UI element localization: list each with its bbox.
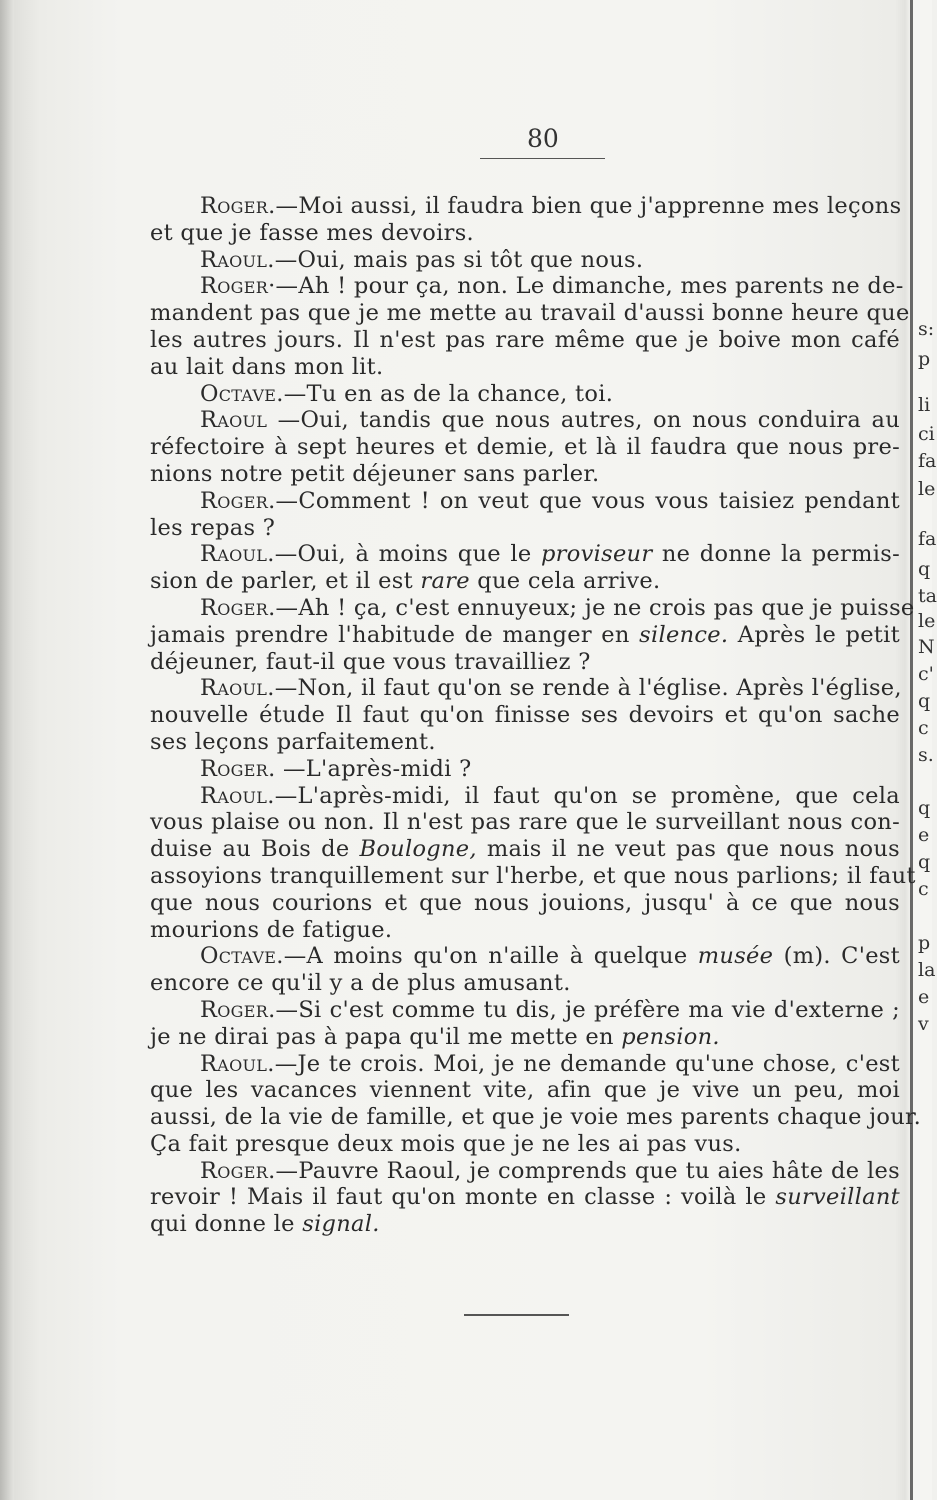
- text-line: [150, 970, 900, 997]
- line-text: —Non, il faut qu'on se rende à l'église. Après l'église,: [274, 675, 902, 702]
- text-line: [150, 675, 900, 702]
- line-text: —Pauvre Raoul, je comprends que tu aies hâte de les: [275, 1157, 900, 1184]
- text-line: [150, 300, 910, 327]
- line-text: Après le petit: [728, 621, 900, 648]
- text-line: [150, 1024, 900, 1051]
- text-line: [150, 434, 900, 461]
- line-text: aussi, de la vie de famille, et que je voie mes parents chaque jour.: [150, 1104, 922, 1131]
- line-text: duise au Bois de: [150, 836, 360, 863]
- line-text: les autres jours. Il n'est pas rare même que je boive mon café: [150, 326, 900, 353]
- line-text: —L'après-midi, il faut qu'on se promène, que cela: [274, 782, 900, 809]
- margin-letter: q: [918, 797, 931, 819]
- speaker-name: Raoul: [200, 407, 268, 434]
- speaker-name: Roger.: [200, 594, 276, 621]
- italic-word: surveillant: [775, 1184, 900, 1211]
- margin-letter: ci: [918, 423, 935, 445]
- margin-letter: p: [918, 932, 931, 954]
- text-line: [150, 622, 900, 649]
- margin-letter: fa: [918, 528, 937, 550]
- text-line: [150, 568, 900, 595]
- margin-letter: li: [918, 394, 931, 416]
- speaker-name: Octave.: [200, 380, 284, 407]
- text-line: [150, 702, 900, 729]
- line-text: —Si c'est comme tu dis, je préfère ma vie d'externe ;: [275, 996, 900, 1023]
- line-text: au lait dans mon lit.: [150, 353, 384, 380]
- text-line: [150, 193, 900, 220]
- margin-letter: c: [918, 878, 929, 900]
- line-text: que nous courions et que nous jouions, jusqu' à ce que nous: [150, 889, 900, 916]
- line-text: réfectoire à sept heures et demie, et là il faudra que nous pre-: [150, 434, 900, 461]
- text-line: [150, 1051, 900, 1078]
- speaker-name: Roger·: [200, 273, 276, 300]
- margin-letter: e: [918, 824, 930, 846]
- text-line: [150, 220, 900, 247]
- italic-word: proviseur: [540, 541, 653, 568]
- line-text: que cela arrive.: [469, 568, 661, 595]
- text-line: [150, 1104, 922, 1131]
- line-text: —Moi aussi, il faudra bien que j'apprenne mes leçons: [275, 193, 902, 219]
- line-text: —Comment ! on veut que vous vous taisiez pendant: [275, 487, 900, 514]
- text-line: [150, 836, 900, 863]
- line-text: —Oui, tandis que nous autres, on nous conduira au: [267, 407, 900, 434]
- margin-letter: fa: [918, 450, 937, 472]
- text-line: [150, 729, 900, 756]
- line-text: —Ah ! pour ça, non. Le dimanche, mes parents ne de-: [275, 273, 904, 300]
- margin-letter: s:: [918, 318, 935, 340]
- speaker-name: Raoul.: [200, 675, 275, 702]
- italic-word: rare: [420, 568, 470, 595]
- speaker-name: Raoul.: [200, 246, 275, 273]
- line-text: déjeuner, faut-il que vous travailliez ?: [150, 648, 591, 675]
- text-line: [150, 943, 900, 970]
- text-line: [150, 407, 900, 434]
- margin-letter: q: [918, 851, 931, 873]
- facing-page-margin: [918, 0, 937, 1500]
- text-line: [150, 1158, 900, 1185]
- text-line: [150, 917, 900, 944]
- line-text: ne donne la permis-: [652, 541, 900, 568]
- text-line: [150, 594, 915, 622]
- speaker-name: Roger.: [200, 996, 276, 1023]
- text-line: [150, 273, 904, 300]
- margin-letter: v: [918, 1013, 929, 1035]
- line-text: encore ce qu'il y a de plus amusant.: [150, 970, 571, 997]
- line-text: —Je te crois. Moi, je ne demande qu'une chose, c'est: [274, 1050, 900, 1077]
- text-line: [150, 997, 900, 1024]
- margin-letter: q: [918, 690, 931, 712]
- line-text: Ça fait presque deux mois que je ne les ai pas vus.: [150, 1130, 742, 1157]
- line-text: les repas ?: [150, 514, 276, 541]
- margin-letter: le: [918, 478, 936, 500]
- line-text: mais il ne veut pas que nous nous: [476, 836, 901, 863]
- text-line: [150, 381, 900, 408]
- italic-word: Boulogne,: [359, 836, 477, 863]
- text-line: [150, 809, 900, 836]
- text-line: [150, 247, 900, 274]
- speaker-name: Roger.: [200, 1157, 276, 1184]
- text-line: [150, 649, 900, 676]
- speaker-name: Raoul.: [200, 1050, 275, 1077]
- margin-letter: e: [918, 986, 930, 1008]
- text-line: [150, 461, 900, 488]
- margin-letter: q: [918, 558, 931, 580]
- text-line: [150, 1131, 900, 1158]
- margin-letter: ta: [918, 585, 937, 607]
- line-text: —Oui, à moins que le: [274, 541, 541, 568]
- text-line: [150, 515, 900, 542]
- line-text: et que je fasse mes devoirs.: [150, 219, 474, 246]
- italic-word: pension.: [621, 1023, 720, 1050]
- margin-letter: le: [918, 610, 936, 632]
- line-text: mandent pas que je me mette au travail d'aussi bonne heure que: [150, 300, 910, 327]
- text-line: [150, 1184, 900, 1211]
- text-line: [150, 890, 900, 917]
- line-text: sion de parler, et il est: [150, 568, 421, 595]
- margin-letter: s.: [918, 744, 934, 766]
- line-text: (m). C'est: [773, 943, 900, 970]
- line-text: je ne dirai pas à papa qu'il me mette en: [150, 1023, 622, 1050]
- footer-rule: [464, 1314, 569, 1316]
- line-text: revoir ! Mais il faut qu'on monte en classe : voilà le: [150, 1184, 776, 1211]
- text-line: [150, 783, 900, 810]
- line-text: assoyions tranquillement sur l'herbe, et que nous parlions; il faut: [150, 862, 916, 889]
- line-text: nions notre petit déjeuner sans parler.: [150, 460, 600, 487]
- line-text: que les vacances viennent vite, afin que je vive un peu, moi: [150, 1077, 900, 1104]
- line-text: ses leçons parfaitement.: [150, 728, 436, 755]
- speaker-name: Roger.: [200, 755, 276, 782]
- line-text: qui donne le: [150, 1211, 303, 1238]
- speaker-name: Octave.: [200, 943, 284, 970]
- margin-letter: p: [918, 348, 931, 370]
- text-line: [150, 862, 916, 890]
- speaker-name: Raoul.: [200, 541, 275, 568]
- dialogue-text: [150, 193, 922, 1238]
- page-left-edge: [0, 0, 14, 1500]
- margin-letter: c': [918, 663, 934, 685]
- line-text: —L'après-midi ?: [275, 755, 472, 782]
- line-text: nouvelle étude Il faut qu'on finisse ses devoirs et qu'on sache: [150, 702, 900, 729]
- speaker-name: Raoul.: [200, 782, 275, 809]
- text-line: [150, 541, 900, 568]
- text-line: [150, 488, 900, 515]
- text-line: [150, 1077, 900, 1104]
- italic-word: silence.: [639, 621, 729, 648]
- margin-letter: N: [918, 636, 935, 658]
- line-text: —Ah ! ça, c'est ennuyeux; je ne crois pas que je puisse: [275, 594, 915, 621]
- gutter-fold-line: [910, 0, 913, 1500]
- margin-letter: c: [918, 717, 929, 739]
- header-rule: [480, 158, 605, 159]
- text-line: [150, 327, 900, 354]
- page-number: 80: [527, 124, 559, 153]
- line-text: —A moins qu'on n'aille à quelque: [283, 943, 698, 970]
- italic-word: signal.: [302, 1211, 380, 1238]
- text-line: [150, 756, 900, 783]
- line-text: —Tu en as de la chance, toi.: [283, 380, 614, 407]
- text-line: [150, 354, 900, 381]
- text-line: [150, 1211, 900, 1238]
- line-text: vous plaise ou non. Il n'est pas rare que le surveillant nous con-: [150, 809, 900, 836]
- speaker-name: Roger.: [200, 193, 276, 219]
- speaker-name: Roger.: [200, 487, 276, 514]
- margin-letter: la: [918, 959, 936, 981]
- line-text: jamais prendre l'habitude de manger en: [150, 621, 640, 648]
- italic-word: musée: [697, 943, 774, 970]
- line-text: mourions de fatigue.: [150, 916, 393, 943]
- line-text: —Oui, mais pas si tôt que nous.: [274, 246, 644, 273]
